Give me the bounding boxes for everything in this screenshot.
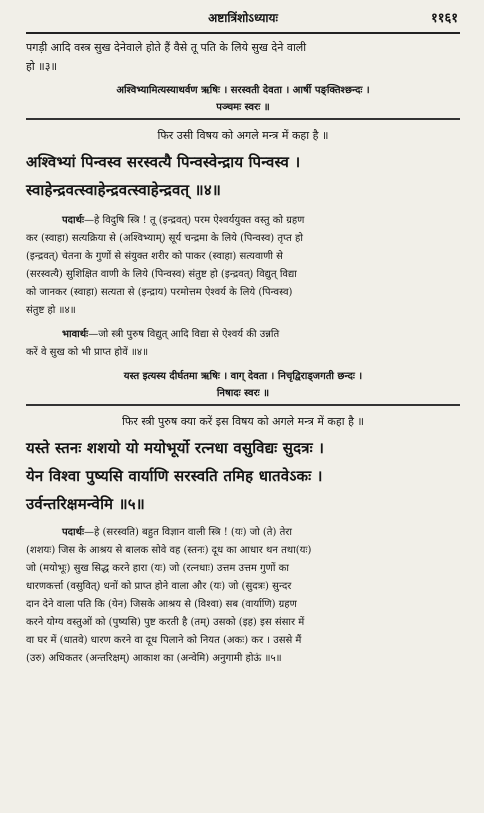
text-line: धारणकर्त्ता (वसुवित्) धनों को प्राप्त होने वाला और (यः) जो (सुदत्रः) सुन्दर xyxy=(26,581,292,592)
text-line: जो (मयोभूः) सुख सिद्ध करने हारा (यः) जो (रत्नधाः) उत्तम उत्तम गुणों का xyxy=(26,563,289,574)
text-line: करने योग्य वस्तुओं को (पुष्यसि) पुष्ट करती है (तम्) उसको (इह) इस संसार में xyxy=(26,617,305,628)
text-line: दान देने वाला पति कि (येन) जिसके आश्रय से (विश्वा) सब (वार्याणि) ग्रहण xyxy=(26,599,297,610)
mantra-line: यस्ते स्तनः शशयो यो मयोभूर्यो रत्नधा वसुविद्यः सुदत्रः । xyxy=(26,439,325,457)
text-line: हो ॥३॥ xyxy=(26,60,58,73)
svara-line: पञ्चमः स्वरः ॥ xyxy=(216,102,270,113)
mantra-verse xyxy=(26,434,460,518)
rishi-devata-line: यस्त इत्यस्य दीर्घतमा ऋषिः । वाग् देवता । निचृद्विराड्जगती छन्दः । xyxy=(123,371,363,382)
text-line: को जानकर (स्वाहा) सत्यता से (इन्द्राय) परमोत्तम ऐश्वर्य के लिये (पिन्वस्व) xyxy=(26,287,293,298)
text-line: —हे (सरस्वति) बहुत विज्ञान वाली स्त्रि ! (यः) जो (ते) तेरा xyxy=(84,527,292,538)
text-line: करें वे सुख को भी प्राप्त होवें ॥४॥ xyxy=(26,347,149,358)
page-header xyxy=(26,6,460,34)
mantra-line: येन विश्वा पुष्यसि वार्याणि सरस्वति तमिह धातवेऽकः । xyxy=(26,467,323,485)
mantra-verse xyxy=(26,148,460,204)
padartha-label: पदार्थः xyxy=(62,215,84,226)
text-line: (शशयः) जिस के आश्रय से बालक सोवे वह (स्तनः) दूध का आधार थन तथा(यः) xyxy=(26,545,312,556)
svara-line: निषादः स्वरः ॥ xyxy=(216,388,270,399)
transition-line: फिर स्त्री पुरुष क्या करें इस विषय को अगले मन्त्र में कहा है ॥ xyxy=(122,415,364,428)
rishi-devata-line: अश्विभ्यामित्यस्याथर्वण ऋषिः । सरस्वती देवता । आर्षी पङ्क्तिश्छन्दः । xyxy=(116,85,370,96)
padartha-paragraph xyxy=(26,524,460,668)
text-line: —हे विदुषि स्त्रि ! तू (इन्द्रवत्) परम ऐश्वर्ययुक्त वस्तु को ग्रहण xyxy=(84,215,305,226)
text-line: (उरु) अधिकतर (अन्तरिक्षम्) आकाश का (अन्वेमि) अनुगामी होऊं ॥५॥ xyxy=(26,653,282,664)
bhavartha-paragraph xyxy=(26,326,460,362)
mantra-line: स्वाहेन्द्रवत्स्वाहेन्द्रवत्स्वाहेन्द्रवत् ॥४॥ xyxy=(26,181,222,199)
text-line: (सरस्वत्यै) सुशिक्षित वाणी के लिये (पिन्वस्व) संतुष्ट हो (इन्द्रवत्) विद्युत् विद्या xyxy=(26,269,297,280)
text-line: संतुष्ट हो ॥४॥ xyxy=(26,305,76,316)
divider-line xyxy=(26,118,460,120)
mantra-line: उर्वन्तरिक्षमन्वेमि ॥५॥ xyxy=(26,495,145,513)
bhavartha-label: भावार्थः xyxy=(62,329,89,340)
transition-line: फिर उसी विषय को अगले मन्त्र में कहा है ॥ xyxy=(157,129,329,142)
page-number: ११६१ xyxy=(430,11,458,26)
divider-line xyxy=(26,404,460,406)
intro-paragraph xyxy=(26,38,460,76)
text-line: (इन्द्रवत्) चेतना के गुणों से संयुक्त शरीर को पाकर (स्वाहा) सत्यवाणी से xyxy=(26,251,283,262)
text-line: कर (स्वाहा) सत्यक्रिया से (अश्विभ्याम्) सूर्य चन्द्रमा के लिये (पिन्वस्व) तृप्त हो xyxy=(26,233,303,244)
padartha-paragraph xyxy=(26,212,460,320)
text-line: पगड़ी आदि वस्त्र सुख देनेवाले होते हैं वैसे तू पति के लिये सुख देने वाली xyxy=(26,41,307,54)
chapter-title: अष्टात्रिंशोऽध्यायः xyxy=(208,11,278,25)
padartha-label: पदार्थः xyxy=(62,527,84,538)
text-line: वा घर में (धातवे) धारण करने वा दूध पिलाने को नियत (अकः) कर । उससे मैं xyxy=(26,635,302,646)
text-line: —जो स्त्री पुरुष विद्युत् आदि विद्या से ऐश्वर्य की उन्नति xyxy=(88,329,280,340)
mantra-line: अश्विभ्यां पिन्वस्व सरस्वत्यै पिन्वस्वेन्द्राय पिन्वस्व । xyxy=(26,153,301,171)
